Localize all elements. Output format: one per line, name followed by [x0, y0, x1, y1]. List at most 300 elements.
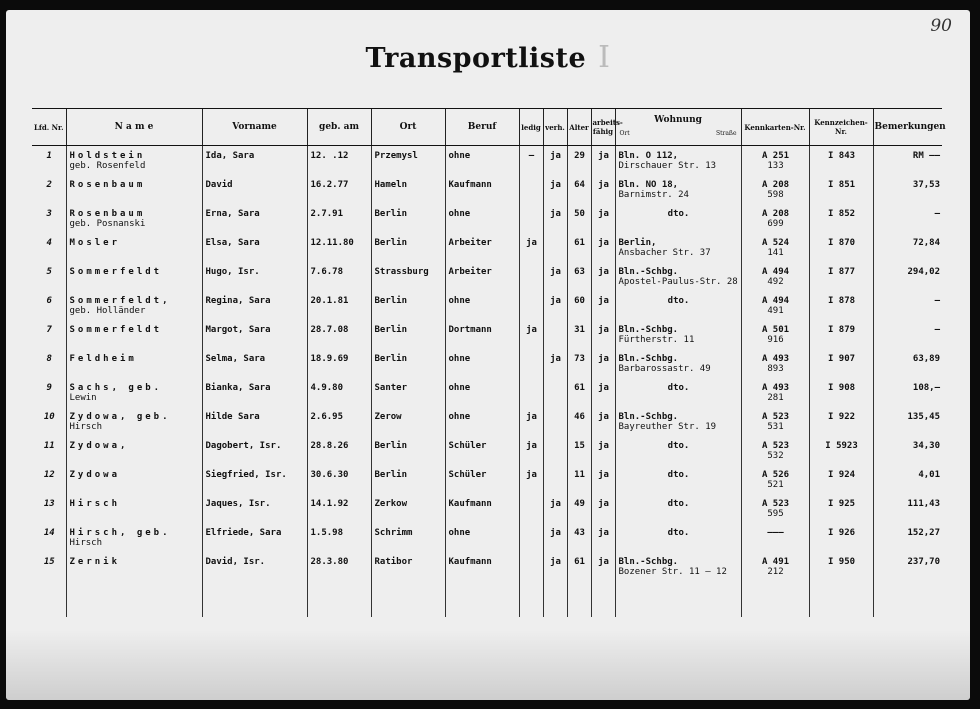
kennkarte-line1: A 523 [761, 499, 790, 509]
cell-arbeitsfaehig: ja [591, 320, 615, 349]
name-text: Hirsch [69, 499, 121, 509]
transport-table [32, 108, 946, 617]
cell-name [66, 175, 202, 204]
cell-lfd: 13 [43, 499, 55, 509]
cell-ort: Schrimm [371, 523, 445, 552]
cell-ledig [519, 523, 543, 552]
folio-number: 90 [930, 16, 952, 36]
table-row [32, 146, 942, 176]
cell-bemerkungen: — [873, 291, 942, 320]
cell-vorname: David, Isr. [202, 552, 307, 617]
cell-ort: Berlin [371, 465, 445, 494]
cell-vorname: Regina, Sara [202, 291, 307, 320]
cell-bemerkungen: 72,84 [873, 233, 942, 262]
cell-ledig: – [519, 146, 543, 176]
header-name: N a m e [66, 109, 202, 146]
wohnung-line1: dto. [667, 209, 690, 219]
cell-kennkarte [741, 552, 809, 617]
name-text: Zydowa, [69, 441, 129, 451]
cell-wohnung [615, 320, 741, 349]
kennkarte-line2: 141 [767, 248, 784, 258]
cell-ledig [519, 175, 543, 204]
wohnung-line2: Dirschauer Str. 13 [618, 161, 717, 171]
name-text: Sommerfeldt [69, 267, 163, 277]
cell-arbeitsfaehig: ja [591, 552, 615, 617]
cell-vorname: Hugo, Isr. [202, 262, 307, 291]
cell-name [66, 407, 202, 436]
cell-arbeitsfaehig: ja [591, 262, 615, 291]
cell-wohnung [615, 204, 741, 233]
cell-lfd: 5 [46, 267, 52, 277]
cell-geb: 1.5.98 [307, 523, 371, 552]
cell-beruf: Kaufmann [445, 494, 519, 523]
kennkarte-line2: 521 [767, 480, 784, 490]
cell-ledig: ja [519, 407, 543, 436]
cell-beruf: ohne [445, 349, 519, 378]
kennkarte-line2: 212 [767, 567, 784, 577]
wohnung-line1: Bln.-Schbg. [618, 325, 679, 335]
wohnung-line1: dto. [667, 383, 690, 393]
kennkarte-line2: 492 [767, 277, 784, 287]
kennkarte-line1: A 501 [761, 325, 790, 335]
cell-geb: 28.3.80 [307, 552, 371, 617]
title-text: Transportliste [365, 43, 587, 74]
cell-beruf: Schüler [445, 436, 519, 465]
cell-ledig [519, 552, 543, 617]
header-arbeitsfaehig: arbeits-fähig [591, 109, 615, 146]
cell-name [66, 320, 202, 349]
name-text: Feldheim [69, 354, 137, 364]
header-wohnung-ort: Ort [619, 130, 630, 137]
wohnung-line2: Fürtherstr. 11 [618, 335, 695, 345]
cell-ort: Berlin [371, 320, 445, 349]
table-row [32, 349, 942, 378]
kennkarte-line2: 133 [767, 161, 784, 171]
cell-ledig [519, 262, 543, 291]
cell-kennzeichen: I 907 [809, 349, 873, 378]
cell-vorname: David [202, 175, 307, 204]
table-row [32, 465, 942, 494]
cell-ort: Zerow [371, 407, 445, 436]
wohnung-line1: Bln. O 112, [618, 151, 679, 161]
cell-ledig: ja [519, 436, 543, 465]
cell-verh: ja [543, 291, 567, 320]
cell-wohnung [615, 436, 741, 465]
cell-alter: 31 [567, 320, 591, 349]
cell-geb: 12.11.80 [307, 233, 371, 262]
cell-lfd: 6 [46, 296, 52, 306]
document-sheet [6, 10, 970, 700]
cell-kennzeichen: I 851 [809, 175, 873, 204]
cell-bemerkungen: — [873, 204, 942, 233]
table-row [32, 320, 942, 349]
cell-kennkarte [741, 320, 809, 349]
cell-alter: 50 [567, 204, 591, 233]
cell-kennzeichen: I 950 [809, 552, 873, 617]
table-row [32, 175, 942, 204]
cell-verh [543, 233, 567, 262]
cell-bemerkungen: — [873, 320, 942, 349]
cell-kennkarte [741, 436, 809, 465]
cell-bemerkungen: 37,53 [873, 175, 942, 204]
cell-arbeitsfaehig: ja [591, 465, 615, 494]
cell-lfd: 9 [46, 383, 52, 393]
cell-arbeitsfaehig: ja [591, 146, 615, 176]
cell-geb: 14.1.92 [307, 494, 371, 523]
kennkarte-line2: 699 [767, 219, 784, 229]
kennkarte-line1: ——— [767, 528, 784, 538]
cell-kennkarte [741, 523, 809, 552]
cell-ort: Zerkow [371, 494, 445, 523]
cell-arbeitsfaehig: ja [591, 378, 615, 407]
cell-name [66, 146, 202, 176]
wohnung-line1: Bln.-Schbg. [618, 412, 679, 422]
header-vorname: Vorname [202, 109, 307, 146]
cell-kennzeichen: I 908 [809, 378, 873, 407]
cell-wohnung [615, 262, 741, 291]
cell-arbeitsfaehig: ja [591, 204, 615, 233]
kennkarte-line1: A 491 [761, 557, 790, 567]
cell-kennkarte [741, 262, 809, 291]
kennkarte-line1: A 251 [761, 151, 790, 161]
header-wohnung-strasse: Straße [715, 130, 737, 137]
cell-name [66, 233, 202, 262]
cell-beruf: ohne [445, 291, 519, 320]
name-text: Sachs, geb. [69, 383, 163, 393]
cell-kennkarte [741, 378, 809, 407]
kennkarte-line2: 598 [767, 190, 784, 200]
cell-geb: 30.6.30 [307, 465, 371, 494]
kennkarte-line2: 532 [767, 451, 784, 461]
wohnung-line2: Bozener Str. 11 – 12 [618, 567, 727, 577]
cell-beruf: Kaufmann [445, 552, 519, 617]
cell-bemerkungen: 63,89 [873, 349, 942, 378]
cell-beruf: Dortmann [445, 320, 519, 349]
cell-wohnung [615, 523, 741, 552]
kennkarte-line1: A 208 [761, 180, 790, 190]
kennkarte-line2: 916 [767, 335, 784, 345]
cell-kennkarte [741, 204, 809, 233]
cell-geb: 20.1.81 [307, 291, 371, 320]
cell-lfd: 8 [46, 354, 52, 364]
cell-bemerkungen: 135,45 [873, 407, 942, 436]
cell-ledig [519, 378, 543, 407]
wohnung-line1: Berlin, [618, 238, 657, 248]
cell-lfd: 1 [46, 151, 52, 161]
cell-kennzeichen: I 843 [809, 146, 873, 176]
cell-beruf: ohne [445, 204, 519, 233]
wohnung-line2: Barbarossastr. 49 [618, 364, 711, 374]
cell-alter: 49 [567, 494, 591, 523]
cell-wohnung [615, 407, 741, 436]
cell-beruf: Arbeiter [445, 233, 519, 262]
cell-vorname: Elsa, Sara [202, 233, 307, 262]
kennkarte-line1: A 523 [761, 441, 790, 451]
cell-ort: Hameln [371, 175, 445, 204]
cell-geb: 2.7.91 [307, 204, 371, 233]
wohnung-line1: Bln.-Schbg. [618, 267, 679, 277]
name-text: Zydowa [69, 470, 121, 480]
cell-kennzeichen: I 877 [809, 262, 873, 291]
cell-kennzeichen: I 924 [809, 465, 873, 494]
cell-kennzeichen: I 870 [809, 233, 873, 262]
cell-bemerkungen: 108,— [873, 378, 942, 407]
cell-alter: 60 [567, 291, 591, 320]
cell-kennzeichen: I 878 [809, 291, 873, 320]
cell-geb: 28.8.26 [307, 436, 371, 465]
table-row [32, 436, 942, 465]
cell-alter: 63 [567, 262, 591, 291]
wohnung-line2: Barnimstr. 24 [618, 190, 689, 200]
cell-verh [543, 407, 567, 436]
cell-verh: ja [543, 262, 567, 291]
cell-wohnung [615, 291, 741, 320]
cell-kennkarte [741, 291, 809, 320]
cell-ort: Berlin [371, 349, 445, 378]
table-body [32, 146, 942, 618]
cell-vorname: Selma, Sara [202, 349, 307, 378]
cell-lfd: 2 [46, 180, 52, 190]
cell-vorname: Ida, Sara [202, 146, 307, 176]
cell-verh: ja [543, 175, 567, 204]
cell-kennzeichen: I 926 [809, 523, 873, 552]
header-ort: Ort [371, 109, 445, 146]
cell-ledig [519, 494, 543, 523]
cell-ort: Santer [371, 378, 445, 407]
kennkarte-line2: 893 [767, 364, 784, 374]
cell-beruf: Schüler [445, 465, 519, 494]
cell-kennkarte [741, 407, 809, 436]
table-row [32, 204, 942, 233]
cell-arbeitsfaehig: ja [591, 175, 615, 204]
table-row [32, 494, 942, 523]
cell-ort: Berlin [371, 436, 445, 465]
kennkarte-line2: 491 [767, 306, 784, 316]
cell-bemerkungen: 111,43 [873, 494, 942, 523]
cell-name [66, 436, 202, 465]
cell-wohnung [615, 465, 741, 494]
cell-vorname: Dagobert, Isr. [202, 436, 307, 465]
cell-bemerkungen: 4,01 [873, 465, 942, 494]
cell-geb: 28.7.08 [307, 320, 371, 349]
kennkarte-line1: A 208 [761, 209, 790, 219]
cell-kennkarte [741, 494, 809, 523]
wohnung-line1: dto. [667, 470, 690, 480]
name-birthname: Hirsch [69, 422, 103, 432]
header-wohnung [615, 109, 741, 146]
cell-arbeitsfaehig: ja [591, 233, 615, 262]
table-row [32, 523, 942, 552]
cell-verh [543, 436, 567, 465]
cell-wohnung [615, 378, 741, 407]
cell-name [66, 204, 202, 233]
cell-vorname: Siegfried, Isr. [202, 465, 307, 494]
header-bemerkungen: Bemerkungen [873, 109, 942, 146]
cell-name [66, 494, 202, 523]
name-text: Holdstein [69, 151, 146, 161]
cell-name [66, 262, 202, 291]
cell-alter: 29 [567, 146, 591, 176]
cell-kennzeichen: I 922 [809, 407, 873, 436]
cell-kennkarte [741, 465, 809, 494]
cell-beruf: Kaufmann [445, 175, 519, 204]
cell-kennzeichen: I 925 [809, 494, 873, 523]
cell-lfd: 14 [43, 528, 55, 538]
cell-ledig [519, 204, 543, 233]
title-mark: I [598, 40, 611, 75]
cell-beruf: ohne [445, 523, 519, 552]
header-wohnung-label: Wohnung [654, 115, 702, 125]
wohnung-line2: Bayreuther Str. 19 [618, 422, 717, 432]
cell-lfd: 12 [43, 470, 55, 480]
cell-verh: ja [543, 523, 567, 552]
table-row [32, 262, 942, 291]
cell-lfd: 11 [43, 441, 55, 451]
cell-alter: 64 [567, 175, 591, 204]
cell-verh: ja [543, 204, 567, 233]
wohnung-line1: dto. [667, 528, 690, 538]
cell-lfd: 4 [46, 238, 52, 248]
cell-alter: 11 [567, 465, 591, 494]
cell-arbeitsfaehig: ja [591, 494, 615, 523]
wohnung-line1: dto. [667, 499, 690, 509]
wohnung-line1: Bln.-Schbg. [618, 354, 679, 364]
cell-lfd: 15 [43, 557, 55, 567]
kennkarte-line1: A 494 [761, 296, 790, 306]
header-alter: Alter [567, 109, 591, 146]
cell-verh: ja [543, 349, 567, 378]
cell-ort: Ratibor [371, 552, 445, 617]
cell-geb: 16.2.77 [307, 175, 371, 204]
cell-kennkarte [741, 175, 809, 204]
cell-kennzeichen: I 879 [809, 320, 873, 349]
cell-wohnung [615, 552, 741, 617]
cell-lfd: 10 [43, 412, 55, 422]
cell-geb: 2.6.95 [307, 407, 371, 436]
cell-name [66, 523, 202, 552]
wohnung-line1: dto. [667, 296, 690, 306]
kennkarte-line2: 281 [767, 393, 784, 403]
cell-bemerkungen: 152,27 [873, 523, 942, 552]
cell-ort: Berlin [371, 233, 445, 262]
table-row [32, 233, 942, 262]
cell-kennkarte [741, 233, 809, 262]
cell-alter: 61 [567, 233, 591, 262]
cell-beruf: ohne [445, 407, 519, 436]
kennkarte-line1: A 493 [761, 354, 790, 364]
cell-wohnung [615, 146, 741, 176]
name-text: Rosenbaum [69, 209, 146, 219]
cell-beruf: ohne [445, 378, 519, 407]
cell-wohnung [615, 233, 741, 262]
cell-ort: Strassburg [371, 262, 445, 291]
cell-ledig [519, 291, 543, 320]
wohnung-line2: Ansbacher Str. 37 [618, 248, 711, 258]
cell-alter: 43 [567, 523, 591, 552]
cell-geb: 12. .12 [307, 146, 371, 176]
cell-vorname: Elfriede, Sara [202, 523, 307, 552]
table-row [32, 378, 942, 407]
cell-ledig: ja [519, 465, 543, 494]
header-beruf: Beruf [445, 109, 519, 146]
cell-geb: 18.9.69 [307, 349, 371, 378]
cell-wohnung [615, 349, 741, 378]
cell-alter: 46 [567, 407, 591, 436]
kennkarte-line1: A 526 [761, 470, 790, 480]
cell-name [66, 465, 202, 494]
kennkarte-line1: A 523 [761, 412, 790, 422]
cell-verh: ja [543, 146, 567, 176]
cell-kennkarte [741, 349, 809, 378]
name-text: Rosenbaum [69, 180, 146, 190]
cell-alter: 15 [567, 436, 591, 465]
header-kennzeichen: Kennzeichen-Nr. [809, 109, 873, 146]
kennkarte-line1: A 524 [761, 238, 790, 248]
cell-arbeitsfaehig: ja [591, 349, 615, 378]
name-birthname: Lewin [69, 393, 97, 403]
cell-alter: 73 [567, 349, 591, 378]
cell-geb: 7.6.78 [307, 262, 371, 291]
cell-ledig [519, 349, 543, 378]
name-text: Mosler [69, 238, 121, 248]
table-row [32, 407, 942, 436]
cell-geb: 4.9.80 [307, 378, 371, 407]
cell-arbeitsfaehig: ja [591, 291, 615, 320]
cell-beruf: ohne [445, 146, 519, 176]
kennkarte-line2: 531 [767, 422, 784, 432]
cell-verh: ja [543, 552, 567, 617]
cell-bemerkungen: 34,30 [873, 436, 942, 465]
cell-beruf: Arbeiter [445, 262, 519, 291]
cell-name [66, 378, 202, 407]
cell-vorname: Hilde Sara [202, 407, 307, 436]
cell-kennzeichen: I 852 [809, 204, 873, 233]
cell-verh [543, 378, 567, 407]
name-birthname: geb. Rosenfeld [69, 161, 146, 171]
wohnung-line1: Bln.-Schbg. [618, 557, 679, 567]
cell-bemerkungen: RM —— [873, 146, 942, 176]
name-text: Zernik [69, 557, 121, 567]
name-birthname: Hirsch [69, 538, 103, 548]
cell-lfd: 7 [46, 325, 52, 335]
cell-verh [543, 320, 567, 349]
cell-vorname: Bianka, Sara [202, 378, 307, 407]
name-text: Hirsch, geb. [69, 528, 171, 538]
wohnung-line1: dto. [667, 441, 690, 451]
cell-name [66, 349, 202, 378]
cell-arbeitsfaehig: ja [591, 407, 615, 436]
cell-kennzeichen: I 5923 [809, 436, 873, 465]
header-row [32, 109, 942, 146]
cell-name [66, 291, 202, 320]
wohnung-line1: Bln. NO 18, [618, 180, 679, 190]
cell-ledig: ja [519, 233, 543, 262]
cell-lfd: 3 [46, 209, 52, 219]
kennkarte-line2: 595 [767, 509, 784, 519]
table-row [32, 291, 942, 320]
header-kennkarten: Kennkarten-Nr. [741, 109, 809, 146]
cell-alter: 61 [567, 378, 591, 407]
cell-wohnung [615, 175, 741, 204]
kennkarte-line1: A 494 [761, 267, 790, 277]
name-text: Sommerfeldt, [69, 296, 171, 306]
name-birthname: geb. Holländer [69, 306, 146, 316]
header-lfd: Lfd. Nr. [32, 109, 66, 146]
kennkarte-line1: A 493 [761, 383, 790, 393]
cell-bemerkungen: 237,70 [873, 552, 942, 617]
wohnung-line2: Apostel-Paulus-Str. 28 [618, 277, 738, 287]
cell-ort: Berlin [371, 204, 445, 233]
